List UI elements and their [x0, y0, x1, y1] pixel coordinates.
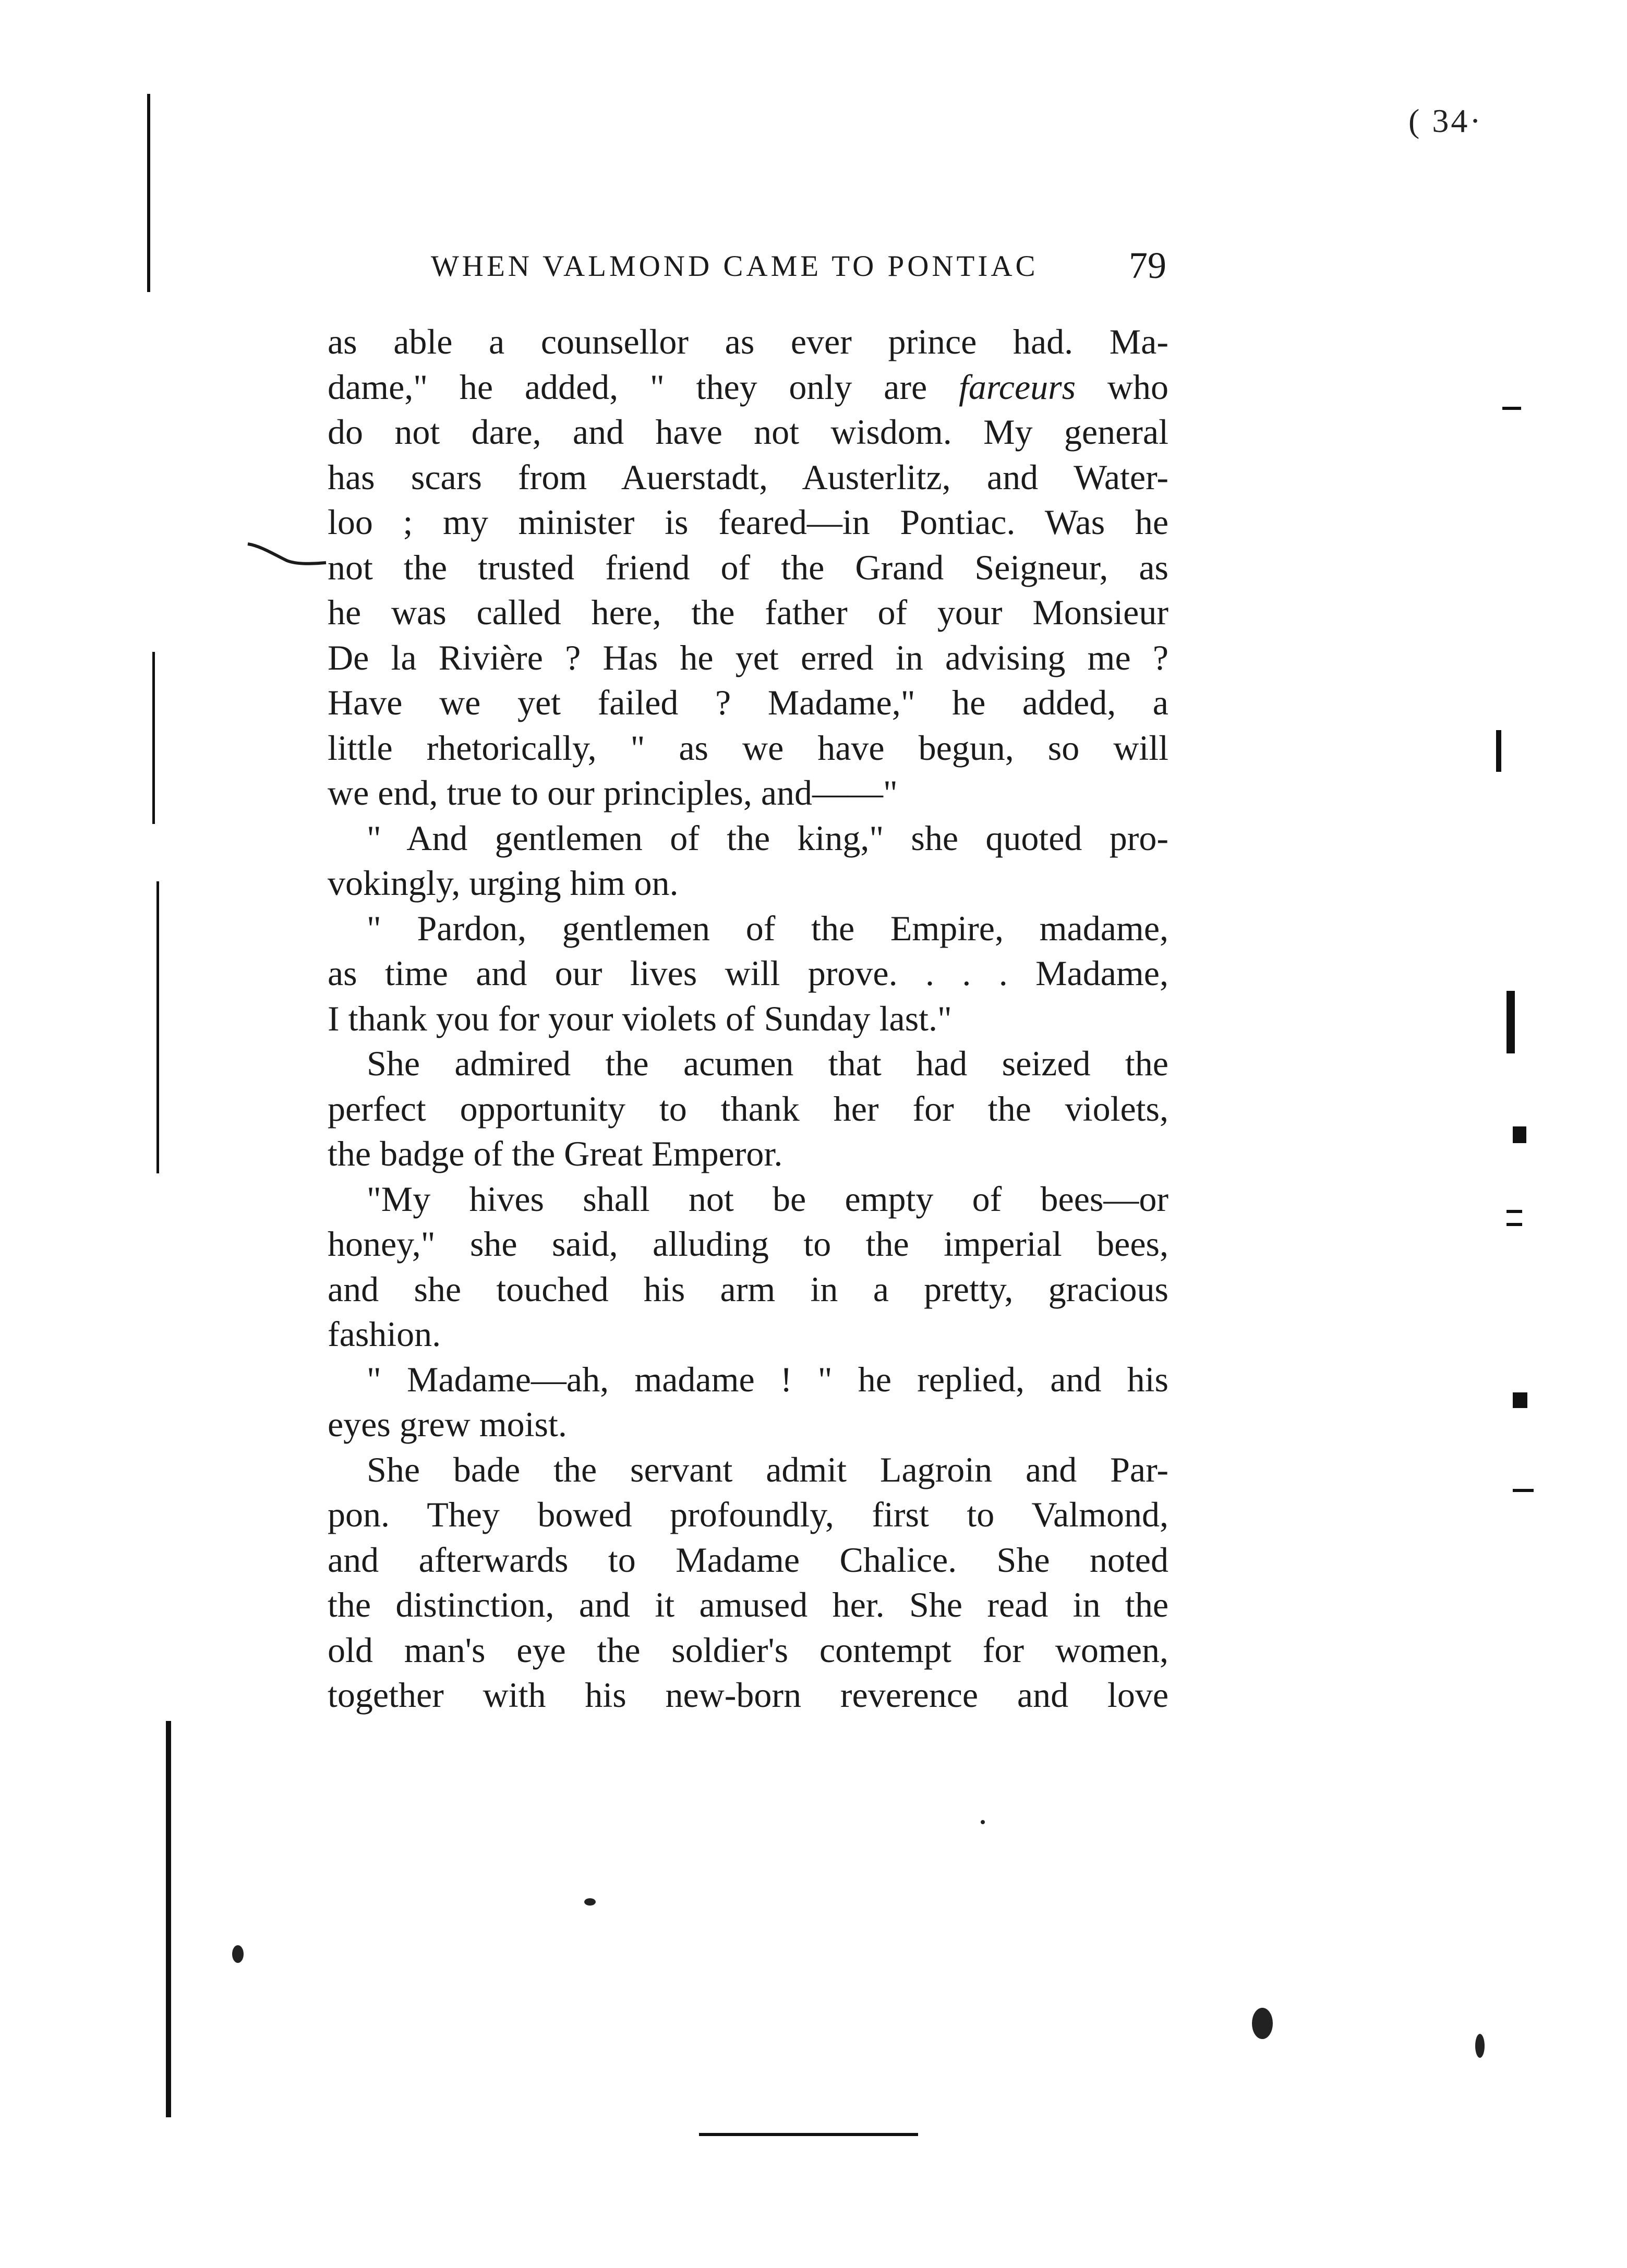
text-line: honey," she said, alluding to the imperial bees,: [328, 1224, 1168, 1264]
ink-speck: [1252, 2008, 1273, 2039]
text-line: the badge of the Great Emperor.: [328, 1134, 783, 1173]
ink-speck: [232, 1945, 244, 1963]
binding-edge-line: [152, 652, 155, 824]
ink-speck: [981, 1820, 985, 1824]
corner-pencil-mark: ( 34·: [1408, 102, 1483, 139]
edge-mark: [1496, 730, 1501, 772]
text-line: She bade the servant admit Lagroin and Par-: [367, 1449, 1168, 1489]
edge-mark: [1513, 1392, 1527, 1408]
text-line: do not dare, and have not wisdom. My general: [328, 412, 1168, 452]
text-line: She admired the acumen that had seized the: [367, 1044, 1168, 1083]
text-line: we end, true to our principles, and——": [328, 773, 898, 812]
edge-mark: [1507, 1210, 1522, 1213]
edge-mark: [1507, 1223, 1522, 1226]
text-line: as time and our lives will prove. . . . Madame,: [328, 953, 1168, 993]
text-line: the distinction, and it amused her. She read in the: [328, 1585, 1168, 1624]
binding-edge-line: [156, 881, 159, 1173]
body-text: [328, 319, 1168, 1718]
text-line-segment: who: [1076, 367, 1168, 407]
ink-speck: [584, 1898, 596, 1906]
margin-squiggle-mark: [245, 540, 329, 571]
text-line: and afterwards to Madame Chalice. She noted: [328, 1539, 1168, 1580]
ink-speck: [1475, 2034, 1485, 2058]
edge-mark: [1513, 1126, 1526, 1143]
edge-mark: [1513, 1489, 1534, 1492]
text-line: little rhetorically, " as we have begun, so will: [328, 727, 1168, 768]
text-line: loo ; my minister is feared—in Pontiac. Was he: [328, 502, 1168, 542]
text-line: " And gentlemen of the king," she quoted pro-: [367, 818, 1168, 858]
text-line-segment: dame," he added, " they only are: [328, 367, 959, 407]
binding-edge-line: [166, 1721, 171, 2117]
text-line: eyes grew moist.: [328, 1404, 567, 1444]
text-line: he was called here, the father of your Monsieur: [328, 592, 1168, 632]
binding-edge-line: [699, 2133, 918, 2136]
text-line: De la Rivière ? Has he yet erred in advising me ?: [328, 637, 1168, 677]
text-line: not the trusted friend of the Grand Seigneur, as: [328, 547, 1168, 587]
text-line: "My hives shall not be empty of bees—or: [367, 1179, 1168, 1219]
running-head-title: WHEN VALMOND CAME TO PONTIAC: [431, 250, 1039, 283]
text-line: " Madame—ah, madame ! " he replied, and his: [367, 1359, 1168, 1399]
text-line: perfect opportunity to thank her for the violets,: [328, 1088, 1168, 1129]
edge-mark: [1502, 407, 1521, 410]
italic-word: farceurs: [958, 367, 1076, 407]
text-line: Have we yet failed ? Madame," he added, a: [328, 683, 1168, 722]
text-line: and she touched his arm in a pretty, gracious: [328, 1269, 1168, 1309]
text-line: [328, 365, 1168, 410]
text-line: together with his new-born reverence and love: [328, 1675, 1168, 1715]
edge-mark: [1507, 991, 1515, 1053]
page-number: 79: [1129, 245, 1166, 286]
text-line: has scars from Auerstadt, Austerlitz, and Water-: [328, 457, 1168, 497]
text-line: fashion.: [328, 1314, 441, 1354]
text-line: pon. They bowed profoundly, first to Valmond,: [328, 1495, 1168, 1534]
running-head: [431, 244, 1166, 291]
text-line: old man's eye the soldier's contempt for women,: [328, 1630, 1168, 1670]
text-line: " Pardon, gentlemen of the Empire, madame,: [367, 908, 1168, 948]
text-line: vokingly, urging him on.: [328, 863, 679, 903]
text-line: I thank you for your violets of Sunday last.": [328, 998, 952, 1038]
binding-edge-line: [147, 94, 150, 292]
text-line: as able a counsellor as ever prince had. Ma-: [328, 322, 1168, 361]
